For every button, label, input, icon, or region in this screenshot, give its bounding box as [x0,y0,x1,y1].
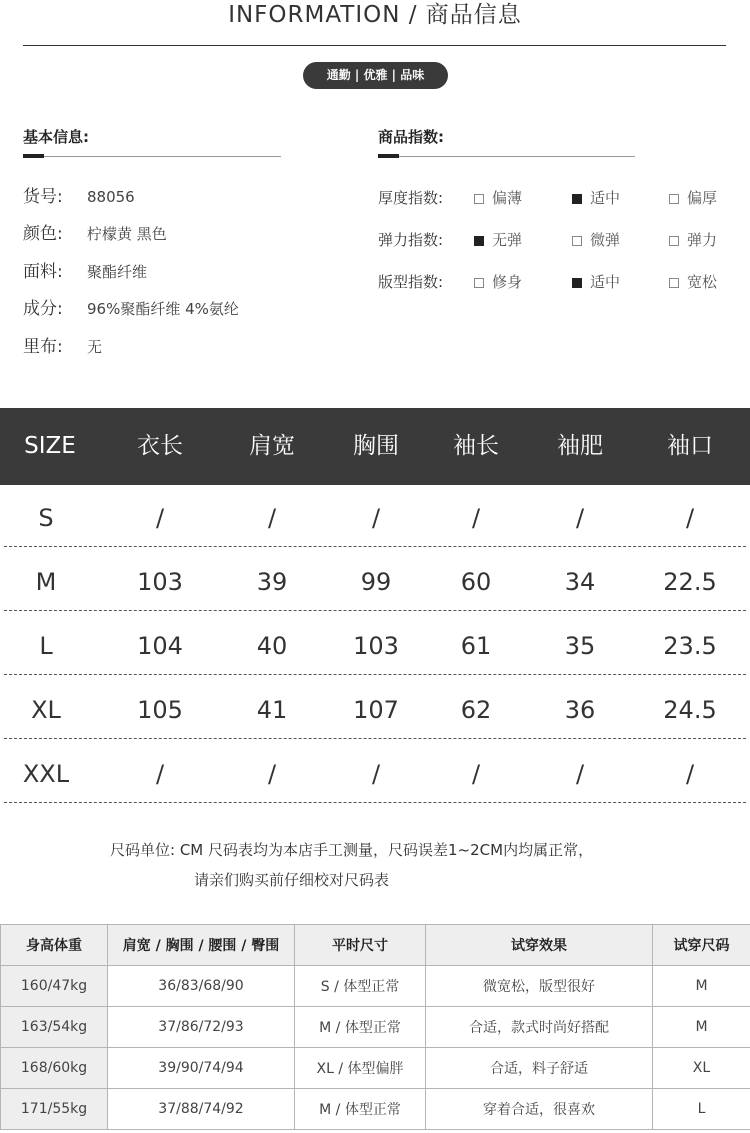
try-on-header-row [1,925,750,966]
basic-info-title: 基本信息: [23,128,89,146]
info-value: 96%聚酯纤维 4%氨纶 [87,300,239,318]
size-value-cell: 34 [564,568,596,596]
size-value-cell: / [575,504,585,532]
size-header-cell: 袖肥 [557,433,603,459]
size-value-cell: / [575,760,585,788]
row-divider [4,546,746,547]
index-option: 宽松 [669,271,717,293]
size-value-cell: / [471,504,481,532]
try-on-cell: M / 体型正常 [295,1089,426,1130]
table-row [1,1048,750,1089]
try-on-header-cell: 试穿效果 [426,925,653,966]
index-label-fit: 版型指数: [378,273,444,291]
size-note-line1: 尺码单位: CM 尺码表均为本店手工测量，尺码误差1~2CM内均属正常， [110,841,594,859]
info-label: 成分: [23,299,63,319]
size-value-cell: / [267,760,277,788]
size-value-cell: 62 [460,696,492,724]
try-on-header-cell: 肩宽 / 胸围 / 腰围 / 臀围 [108,925,295,966]
try-on-cell: 合适，料子舒适 [426,1048,653,1089]
info-label: 面料: [23,262,63,282]
row-divider [4,802,746,803]
size-label-cell: M [35,568,57,596]
size-value-cell: / [371,760,381,788]
index-option: 弹力 [669,229,717,251]
index-option: 微弹 [572,229,620,251]
index-option: 无弹 [474,229,522,251]
size-value-cell: / [155,760,165,788]
try-on-cell: M [653,966,750,1007]
size-value-cell: 99 [360,568,392,596]
table-row [1,1007,750,1048]
size-header-cell: 胸围 [353,433,399,459]
checkbox-checked-icon [474,236,484,246]
size-value-cell: 22.5 [663,568,717,596]
size-value-cell: 60 [460,568,492,596]
info-row-fabric [23,261,147,283]
index-option: 偏厚 [669,187,717,209]
size-value-cell: 36 [564,696,596,724]
row-divider [4,674,746,675]
size-value-cell: 105 [137,696,183,724]
info-value: 无 [87,338,103,356]
checkbox-icon [572,236,582,246]
try-on-cell: 36/83/68/90 [108,966,295,1007]
info-row-composition [23,298,239,320]
table-row [0,488,750,552]
info-value: 聚酯纤维 [87,263,148,281]
try-on-cell: 39/90/74/94 [108,1048,295,1089]
try-on-cell: M / 体型正常 [295,1007,426,1048]
checkbox-checked-icon [572,278,582,288]
try-on-cell: 160/47kg [1,966,108,1007]
size-value-cell: 24.5 [663,696,717,724]
table-row [0,616,750,680]
checkbox-icon [669,278,679,288]
index-option: 偏薄 [474,187,522,209]
index-option: 修身 [474,271,522,293]
index-option: 适中 [572,187,620,209]
tagline-badge: 通勤 | 优雅 | 品味 [303,62,448,89]
info-row-color [23,223,167,245]
size-value-cell: 104 [137,632,183,660]
size-value-cell: / [471,760,481,788]
table-row [0,552,750,616]
page-title: INFORMATION / 商品信息 [228,2,522,28]
size-value-cell: 35 [564,632,596,660]
size-value-cell: / [371,504,381,532]
basic-info-rule [23,156,281,157]
index-label-thickness: 厚度指数: [378,189,444,207]
try-on-cell: 微宽松，版型很好 [426,966,653,1007]
row-divider [4,738,746,739]
size-label-cell: XXL [22,760,70,788]
try-on-cell: L [653,1089,750,1130]
size-value-cell: 61 [460,632,492,660]
table-row [0,680,750,744]
size-value-cell: / [685,760,695,788]
checkbox-icon [474,278,484,288]
index-option: 适中 [572,271,620,293]
product-index-title: 商品指数: [378,128,444,146]
try-on-cell: 163/54kg [1,1007,108,1048]
size-header-cell: 衣长 [137,433,183,459]
try-on-header-cell: 身高体重 [1,925,108,966]
try-on-header-cell: 试穿尺码 [653,925,750,966]
checkbox-icon [474,194,484,204]
try-on-cell: 37/88/74/92 [108,1089,295,1130]
size-header-cell: 肩宽 [249,433,295,459]
size-value-cell: 40 [256,632,288,660]
try-on-cell: XL [653,1048,750,1089]
size-value-cell: 103 [137,568,183,596]
info-label: 货号: [23,187,63,207]
size-label-cell: XL [31,696,61,724]
try-on-header-cell: 平时尺寸 [295,925,426,966]
try-on-cell: 37/86/72/93 [108,1007,295,1048]
try-on-cell: 168/60kg [1,1048,108,1089]
try-on-cell: 穿着合适，很喜欢 [426,1089,653,1130]
info-label: 里布: [23,337,63,357]
index-label-elasticity: 弹力指数: [378,231,444,249]
size-value-cell: 107 [353,696,399,724]
size-note-line2: 请亲们购买前仔细校对尺码表 [194,871,390,889]
table-row [1,966,750,1007]
size-header-cell: 袖长 [453,433,499,459]
table-row [0,744,750,808]
try-on-cell: S / 体型正常 [295,966,426,1007]
try-on-table [0,924,750,1130]
table-row [1,1089,750,1130]
size-value-cell: / [685,504,695,532]
size-header-cell: SIZE [24,433,76,459]
product-index-rule [378,156,635,157]
size-value-cell: 103 [353,632,399,660]
size-table-header [0,408,750,485]
try-on-cell: XL / 体型偏胖 [295,1048,426,1089]
product-index-marker [378,154,399,158]
header-divider [23,45,726,46]
checkbox-checked-icon [572,194,582,204]
size-label-cell: L [39,632,53,660]
try-on-cell: 171/55kg [1,1089,108,1130]
checkbox-icon [669,236,679,246]
size-value-cell: / [267,504,277,532]
info-value: 柠檬黄 黑色 [87,225,167,243]
size-label-cell: S [38,504,54,532]
info-row-lining [23,336,102,358]
size-value-cell: / [155,504,165,532]
info-value: 88056 [87,188,135,206]
size-value-cell: 23.5 [663,632,717,660]
info-label: 颜色: [23,224,63,244]
checkbox-icon [669,194,679,204]
try-on-cell: M [653,1007,750,1048]
basic-info-marker [23,154,44,158]
size-header-cell: 袖口 [667,433,713,459]
size-value-cell: 39 [256,568,288,596]
row-divider [4,610,746,611]
size-value-cell: 41 [256,696,288,724]
try-on-cell: 合适，款式时尚好搭配 [426,1007,653,1048]
info-row-item-no [23,186,135,208]
